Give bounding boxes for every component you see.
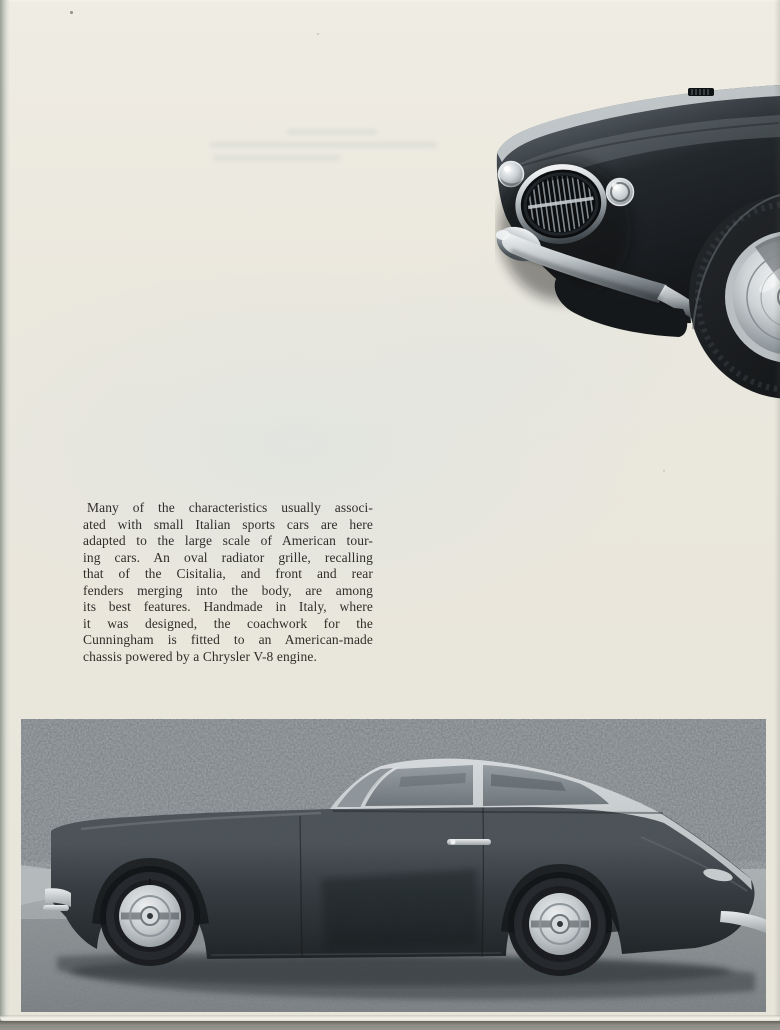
text-line: chassis powered by a Chrysler V-8 engine. bbox=[83, 648, 317, 664]
top-photo-car-front bbox=[495, 85, 780, 405]
paper-speck bbox=[663, 470, 665, 472]
page-right-edge bbox=[774, 0, 780, 1021]
scanner-backdrop bbox=[0, 1021, 780, 1030]
headlight-left bbox=[499, 162, 524, 188]
text-line: ated with small Italian sports cars are here bbox=[83, 516, 373, 532]
photo-grain bbox=[21, 719, 766, 1012]
text-line: it was designed, the coachwork for the bbox=[83, 615, 373, 631]
text-line: its best features. Handmade in Italy, where bbox=[83, 599, 373, 614]
body-text bbox=[83, 500, 373, 665]
paper-speck bbox=[317, 33, 319, 35]
text-line: ing cars. An oval radiator grille, recalling bbox=[83, 549, 373, 565]
page-top-edge bbox=[0, 0, 780, 3]
text-line: fenders merging into the body, are among bbox=[83, 582, 373, 598]
car-side-illustration bbox=[21, 719, 766, 1012]
paper-speck bbox=[70, 11, 73, 14]
text-line: Cunningham is fitted to an American-made bbox=[83, 632, 373, 647]
text-line: that of the Cisitalia, and front and rear bbox=[83, 566, 373, 581]
headlight-right bbox=[607, 179, 634, 206]
text-line: Many of the characteristics usually associ- bbox=[87, 500, 373, 515]
page-left-edge bbox=[0, 0, 10, 1021]
car-front-illustration bbox=[495, 85, 780, 405]
hood-louvre bbox=[688, 88, 714, 96]
bottom-photo-car-side bbox=[21, 719, 766, 1012]
text-line: adapted to the large scale of American tour- bbox=[83, 533, 373, 548]
